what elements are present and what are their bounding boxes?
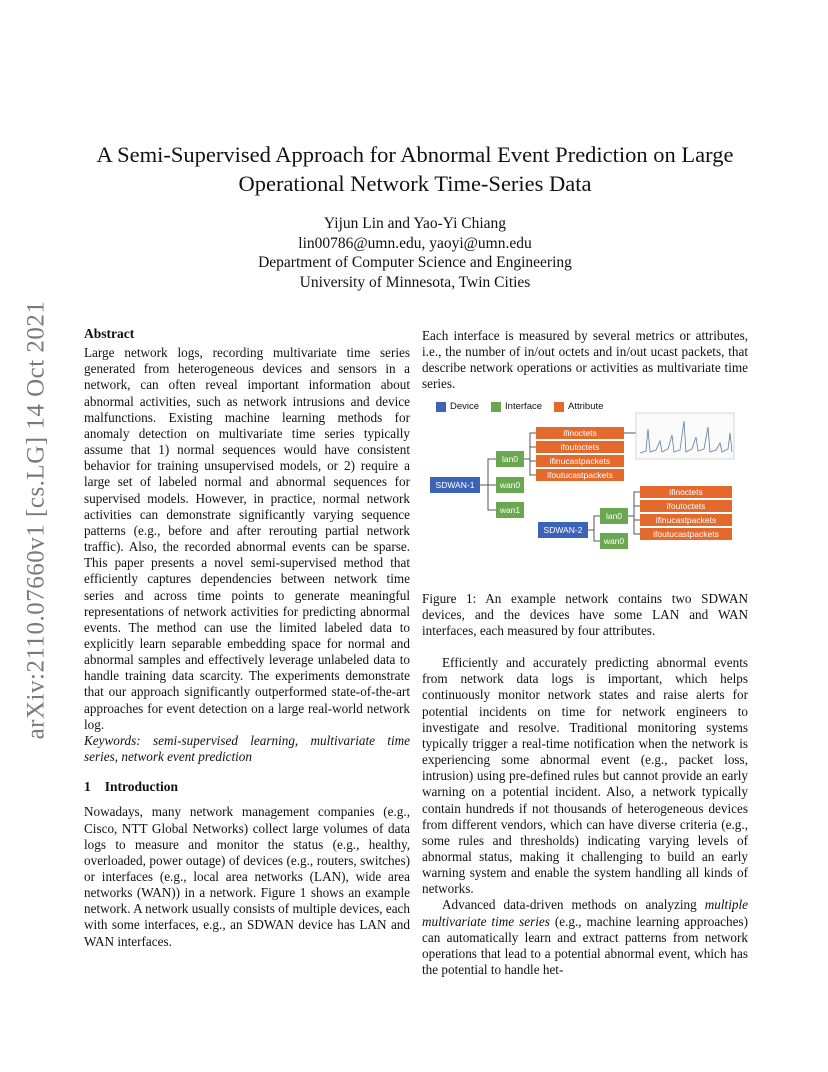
- intro-paragraph-2: Efficiently and accurately predicting abnormal events from network data logs is important, which helps continuously monitor network states and raise alerts for potential incidents on time for network engineers to investigate and resolve. Traditional monitoring systems typically trigger a real-time notification when the network is experiencing some abnormal event (e.g., packet loss, intrusion) using pre-defined rules but cannot provide an early warning on a potential incident. Also, a network typically contain hundreds if not thousands of heterogeneous devices from different vendors, which can have diverse criteria (e.g., some rules and thresholds) indicating varying levels of abnormal status, making it challenging to build an early warning system and enable the system handling all kinds of networks.: [422, 655, 748, 897]
- legend-attribute-label: Attribute: [568, 400, 604, 412]
- left-column: [84, 326, 410, 950]
- device-sdwan-1: SDWAN-1: [430, 477, 480, 493]
- section-number: 1: [84, 779, 91, 795]
- arxiv-sidebar-stamp: [0, 280, 72, 760]
- interface-wan0: wan0: [496, 477, 524, 493]
- figure-1-caption: Figure 1: An example network contains two SDWAN devices, and the devices have some LAN and WAN interfaces, each measured by four attributes.: [422, 590, 748, 638]
- author-department: Department of Computer Science and Engineering: [258, 254, 572, 271]
- section-title: Introduction: [104, 779, 179, 795]
- arxiv-id: arXiv:2110.07660v1 [cs.LG] 14 Oct 2021: [22, 300, 49, 740]
- keywords: Keywords: semi-supervised learning, multivariate time series, network event prediction: [84, 732, 410, 765]
- intro-p3-end: (e.g., machine learning approaches) can automatically learn and extract patterns from network operations that lead to a potential abnormal event, which has the potential to handle het-: [422, 913, 749, 978]
- device-sdwan-2: SDWAN-2: [538, 522, 588, 538]
- section-heading-introduction: [84, 779, 410, 795]
- figure-1-network-diagram: [422, 399, 748, 579]
- attribute-ifinucastpackets: ifinucastpackets: [536, 455, 624, 467]
- abstract-body: Large network logs, recording multivariate time series generated from heterogeneous devices and sensors in a network, can often reveal important information about abnormal activities, such as network intrusions and device malfunctions. Existing machine learning methods for anomaly detection on multivariate time series typically assume that 1) normal sequences would have consistent behavior for training unsupervised models, or 2) require a large set of labeled normal and abnormal sequences for supervised models. However, in practice, normal network activities can demonstrate significantly varying sequence patterns (e.g., before and after rerouting partial network traffic). Also, the recorded abnormal events can be sparse. This paper presents a novel semi-supervised method that efficiently captures dependencies between network time series and across time points to generate meaningful representations of network activities for predicting abnormal events. The method can use the limited labeled data to explicitly learn separable embedding space for normal and abnormal samples and effectively leverage unlabeled data to handle training data scarcity. The experiments demonstrate that our approach significantly outperformed state-of-the-art approaches for event detection on a large real-world network log.: [84, 345, 410, 732]
- intro-paragraph-1-continued: Each interface is measured by several metrics or attributes, i.e., the number of in/out octets and in/out ucast packets, that describe network operations or activities as multivariate time series.: [422, 328, 748, 392]
- legend-device-label: Device: [450, 400, 480, 412]
- intro-paragraph-3: [422, 897, 748, 978]
- attribute-ifoutucastpackets: ifoutucastpackets: [536, 469, 624, 481]
- interface-wan0-2: wan0: [600, 533, 628, 549]
- attribute-ifoutoctets: ifoutoctets: [536, 441, 624, 453]
- right-column: [422, 328, 748, 978]
- attribute-ifinoctets: ifinoctets: [536, 427, 624, 439]
- paper-title: A Semi-Supervised Approach for Abnormal Event Prediction on Large Operational Network Time-Series Data: [96, 142, 734, 196]
- attribute-ifoutoctets-2: ifoutoctets: [640, 500, 732, 512]
- attribute-ifinoctets-2: ifinoctets: [640, 486, 732, 498]
- attribute-ifoutucastpackets-2: ifoutucastpackets: [640, 528, 732, 540]
- attribute-ifinucastpackets-2: ifinucastpackets: [640, 514, 732, 526]
- abstract-heading: Abstract: [84, 326, 135, 341]
- author-block: [200, 214, 630, 292]
- author-names: Yijun Lin and Yao-Yi Chiang: [323, 215, 507, 232]
- intro-paragraph-1: Nowadays, many network management companies (e.g., Cisco, NTT Global Networks) collect large volumes of data logs to measure and monitor the status (e.g., healthy, overloaded, power outage) of devices (e.g., routers, switches) or interfaces (e.g., local area networks (LAN), wide area networks (WAN)) in a network. Figure 1 shows an example network. A network usually consists of multiple devices, each with some interfaces, e.g., an SDWAN device has LAN and WAN interfaces.: [84, 804, 410, 949]
- legend-interface-label: Interface: [505, 400, 543, 412]
- author-emails: lin00786@umn.edu, yaoyi@umn.edu: [298, 234, 532, 252]
- timeseries-thumbnail: [636, 413, 734, 459]
- intro-p3-start: Advanced data-driven methods on analyzing: [442, 897, 705, 913]
- author-university: University of Minnesota, Twin Cities: [299, 273, 531, 291]
- interface-lan0-2: lan0: [600, 508, 628, 524]
- interface-wan1: wan1: [496, 502, 524, 518]
- intro-p3-emphasis: multiple multivariate time series: [422, 897, 748, 929]
- interface-lan0: lan0: [496, 451, 524, 467]
- spacer: [422, 639, 748, 655]
